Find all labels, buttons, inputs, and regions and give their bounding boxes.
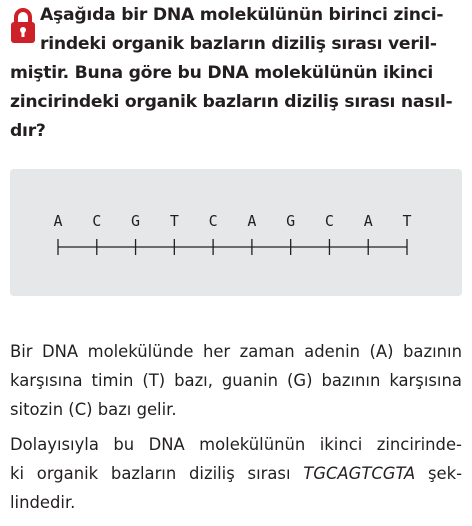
explanation-line <box>10 430 462 459</box>
word: (T) <box>142 371 166 390</box>
question-line-4: zincirindeki organik bazların diziliş sırası nasıl- <box>10 92 453 112</box>
word: molekülünde <box>87 342 194 361</box>
question-line-3: miştir. Buna göre bu DNA molekülünün ikinci <box>10 63 434 83</box>
word: sırası <box>247 464 291 483</box>
question-line-5: dır? <box>10 121 46 141</box>
word: Bir <box>10 342 33 361</box>
word: bazı, <box>174 371 213 390</box>
word: DNA <box>148 435 185 454</box>
word: TGCAGTCGTA <box>303 464 416 483</box>
word: karşısına <box>389 371 462 390</box>
word: (G) <box>287 371 313 390</box>
word: adenin <box>304 342 361 361</box>
word: şek- <box>427 464 462 483</box>
base-letter: C <box>324 212 334 230</box>
lock-icon <box>10 6 36 44</box>
word: ikinci <box>319 435 363 454</box>
word: diziliş <box>189 464 235 483</box>
explanation-line <box>10 337 462 366</box>
explanation-paragraph-2 <box>10 430 462 517</box>
word: bu <box>113 435 135 454</box>
word: Dolayısıyla <box>10 435 99 454</box>
word: (A) <box>369 342 394 361</box>
base-letter: T <box>402 212 412 230</box>
question-line-1: Aşağıda bir DNA molekülünün birinci zinci- <box>40 5 444 25</box>
word: DNA <box>42 342 79 361</box>
base-letter: G <box>286 212 296 230</box>
word: bazının <box>403 342 462 361</box>
explanation-line-with-sequence <box>10 459 462 488</box>
word: guanin <box>221 371 279 390</box>
base-letter: A <box>247 212 257 230</box>
base-letter: A <box>363 212 373 230</box>
explanation-line <box>10 366 462 395</box>
base-letter: C <box>208 212 218 230</box>
explanation-line: sitozin (C) bazı gelir. <box>10 400 177 419</box>
word: timin <box>91 371 134 390</box>
explanation-line: lindedir. <box>10 493 76 512</box>
word: zaman <box>239 342 295 361</box>
word: zincirinde- <box>376 435 462 454</box>
word: ki <box>10 464 25 483</box>
question-line-2: rindeki organik bazların diziliş sırası veril- <box>40 34 437 54</box>
base-letter: C <box>92 212 102 230</box>
explanation-paragraph-1 <box>10 337 462 424</box>
word: her <box>202 342 231 361</box>
word: organik <box>36 464 99 483</box>
word: bazların <box>110 464 177 483</box>
base-letter: G <box>131 212 141 230</box>
word: bazının <box>321 371 381 390</box>
dna-strand-panel <box>10 169 462 296</box>
dna-strand-diagram <box>10 169 462 296</box>
dna-strand <box>53 212 411 255</box>
word: karşısına <box>10 371 83 390</box>
base-letter: T <box>169 212 179 230</box>
word: molekülünün <box>199 435 306 454</box>
base-letter: A <box>53 212 63 230</box>
